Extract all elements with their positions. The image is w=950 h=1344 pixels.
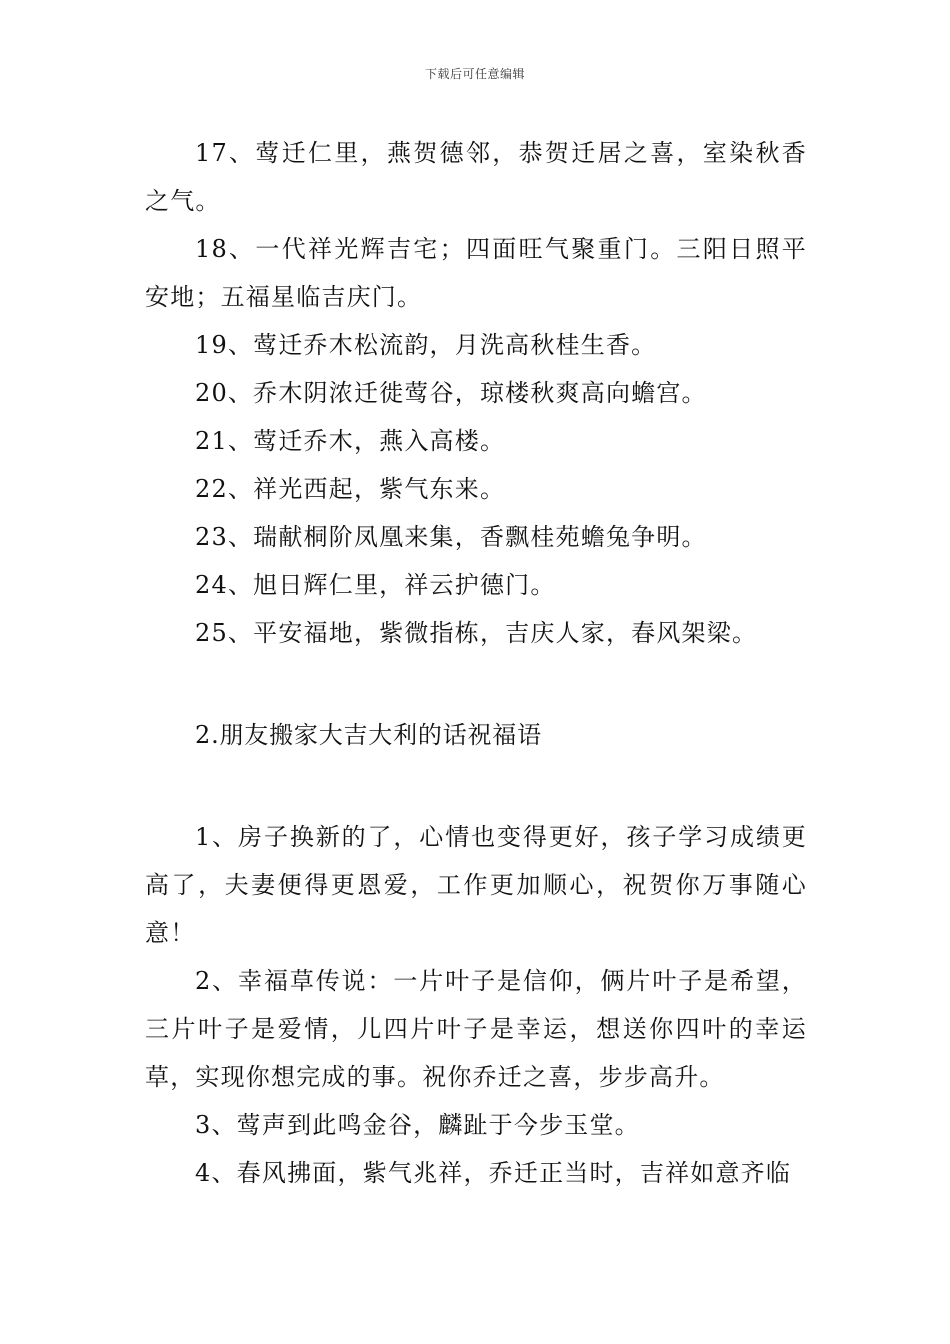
list-item: 22、祥光西起，紫气东来。 [195,475,506,503]
list-item: 4、春风拂面，紫气兆祥，乔迁正当时，吉祥如意齐临 [195,1159,792,1187]
list-item: 23、瑞献桐阶凤凰来集，香飘桂苑蟾兔争明。 [195,523,707,551]
list-item: 21、莺迁乔木，燕入高楼。 [195,427,506,455]
document-body [145,129,807,1197]
list-item: 24、旭日辉仁里，祥云护德门。 [195,571,556,599]
list-item: 1、房子换新的了，心情也变得更好，孩子学习成绩更高了，夫妻便得更恩爱，工作更加顺心，祝贺你万事随心意！ [145,823,807,947]
list-item: 3、莺声到此鸣金谷，麟趾于今步玉堂。 [195,1111,640,1139]
list-item: 20、乔木阴浓迁徙莺谷，琼楼秋爽高向蟾宫。 [195,379,707,407]
list-item: 2、幸福草传说：一片叶子是信仰，俩片叶子是希望，三片叶子是爱情，儿四片叶子是幸运，想送你四叶的幸运草，实现你想完成的事。祝你乔迁之喜，步步高升。 [145,967,807,1091]
list-item: 18、一代祥光辉吉宅；四面旺气聚重门。三阳日照平安地；五福星临吉庆门。 [145,235,807,311]
list-item: 19、莺迁乔木松流韵，月洗高秋桂生香。 [195,331,657,359]
list-item: 17、莺迁仁里，燕贺德邻，恭贺迁居之喜，室染秋香之气。 [145,139,807,215]
page-header: 下载后可任意编辑 [424,67,525,81]
section-heading: 2.朋友搬家大吉大利的话祝福语 [195,721,542,749]
list-item: 25、平安福地，紫微指栋，吉庆人家，春风架梁。 [195,619,758,647]
